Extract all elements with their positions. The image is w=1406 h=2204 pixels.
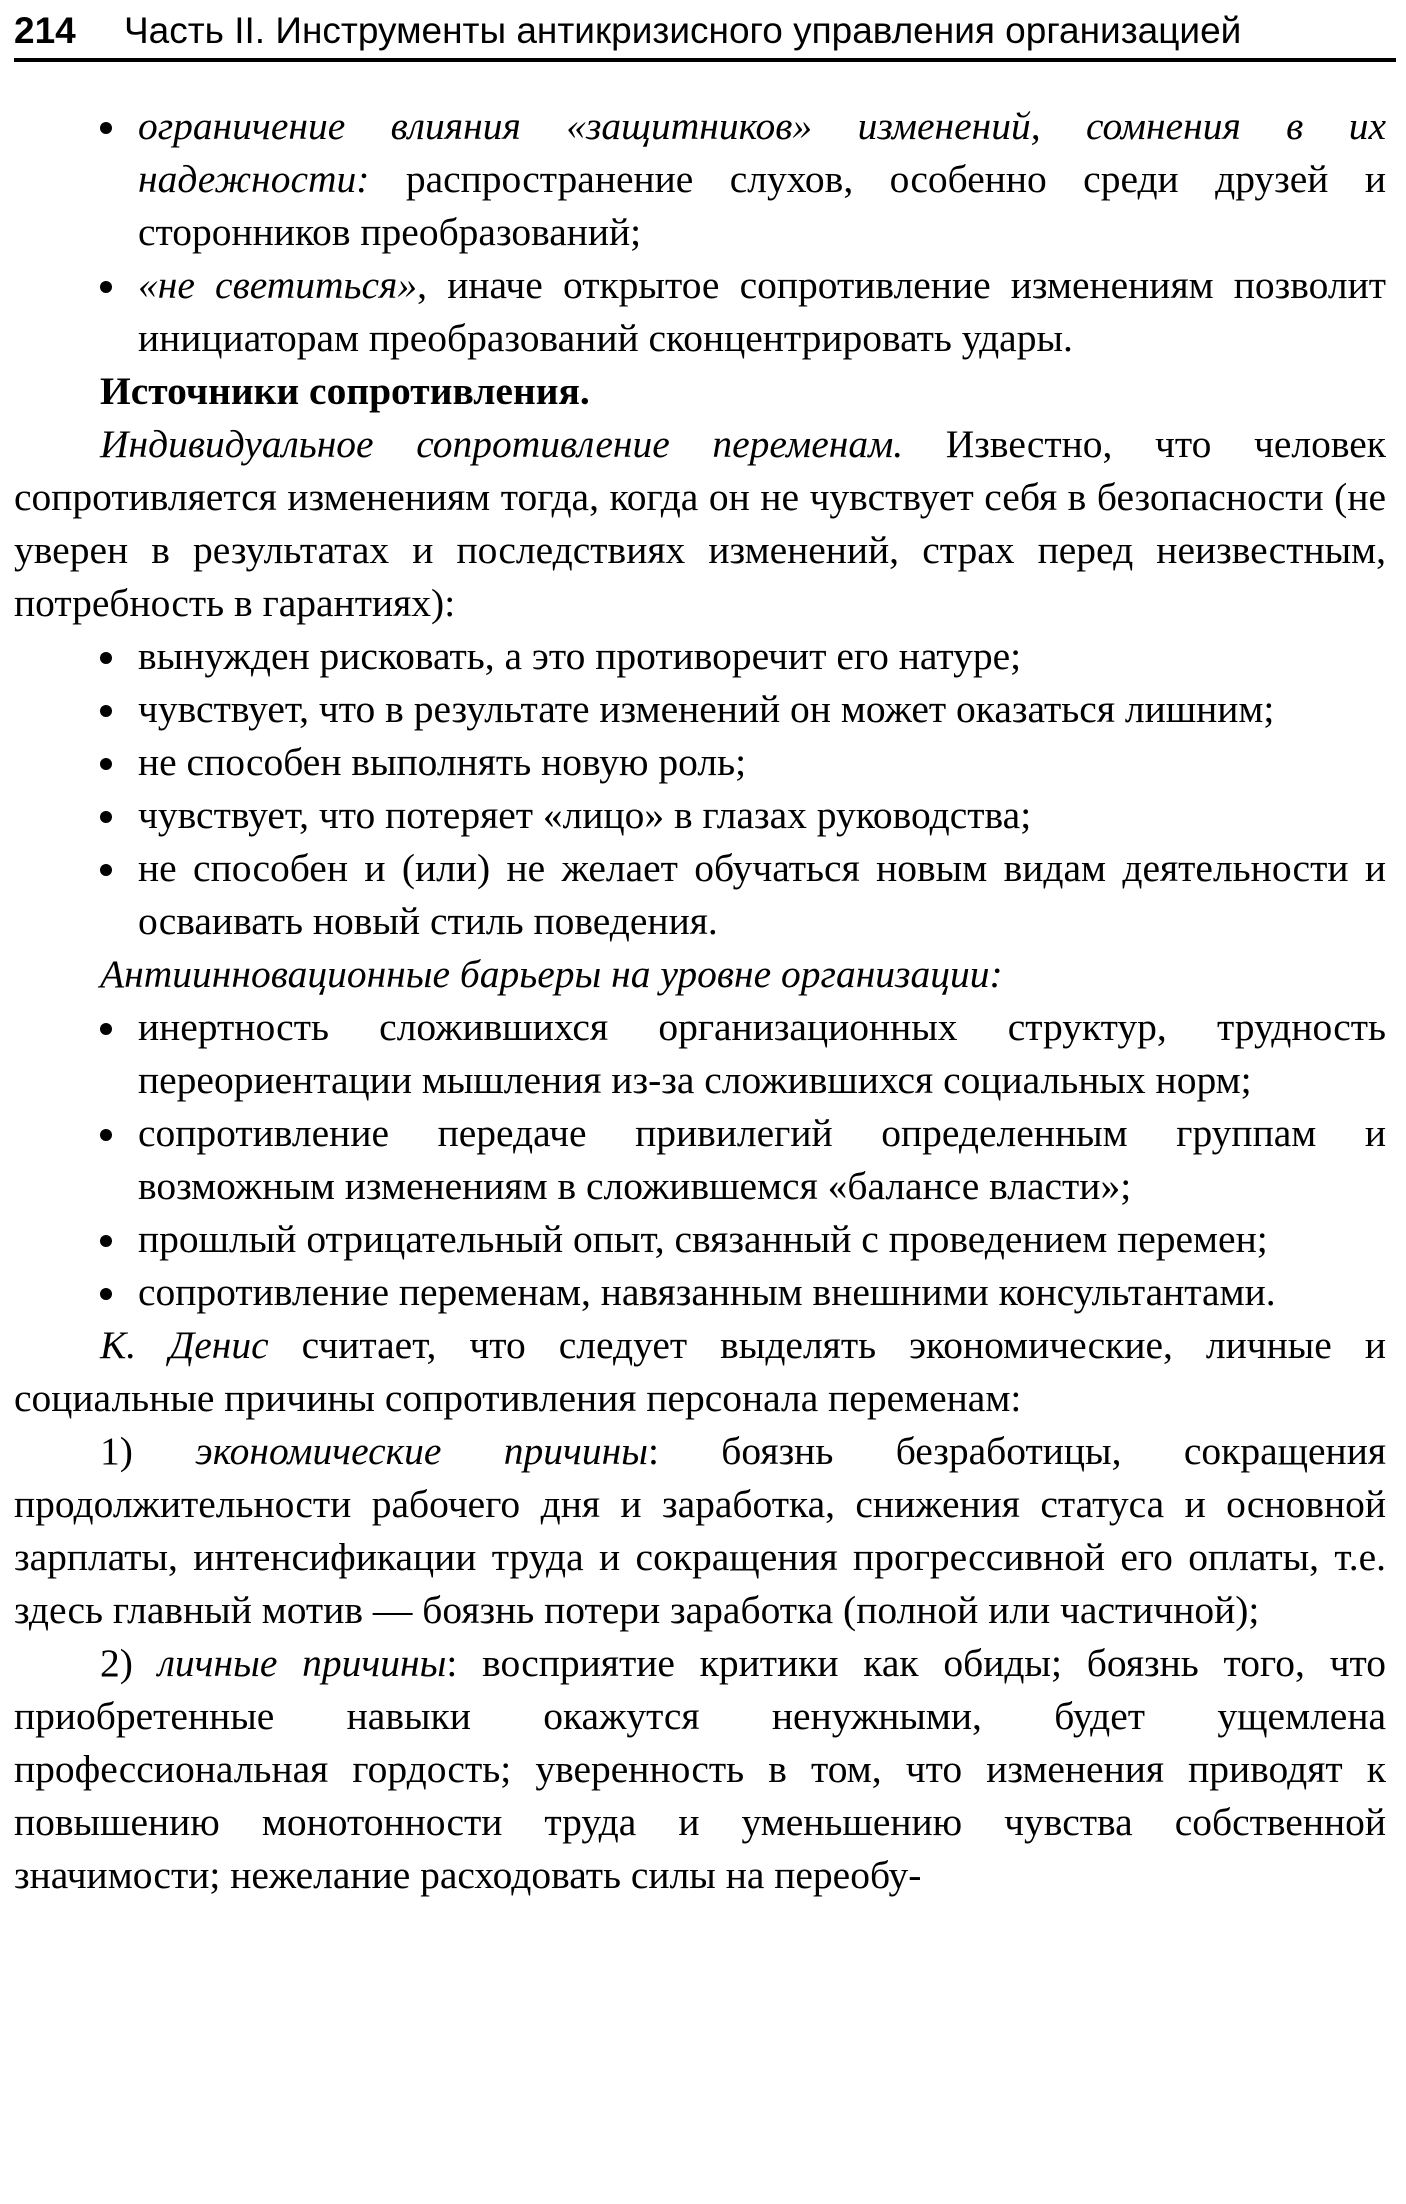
author-name: К. Денис — [100, 1323, 269, 1367]
reason-paragraph — [14, 1425, 1386, 1637]
list-item: чувствует, что потеряет «лицо» в глазах руководства; — [14, 789, 1386, 842]
reason-term: личные причины — [157, 1641, 447, 1685]
section-heading: Источники сопротивления. — [100, 369, 590, 413]
list-item: инертность сложившихся организационных структур, трудность переориентации мышления из-за сложившихся социальных норм; — [14, 1001, 1386, 1107]
individual-bullet-list — [14, 630, 1386, 948]
bullet-term: «не светиться» — [138, 263, 418, 307]
paragraph-text: считает, что следует выделять экономические, личные и социальные причины сопротивления персонала переменам: — [14, 1323, 1386, 1420]
list-item: не способен выполнять новую роль; — [14, 736, 1386, 789]
reason-number: 1) — [100, 1429, 196, 1473]
running-title: Часть II. Инструменты антикризисного управления организацией — [124, 10, 1242, 51]
bullet-text: , иначе открытое сопротивление изменениям позволит инициаторам преобразований сконцентрировать удары. — [138, 263, 1386, 360]
paragraph-term: Индивидуальное сопротивление переменам. — [100, 422, 904, 466]
org-barriers-heading: Антиинновационные барьеры на уровне организации: — [100, 952, 1003, 996]
top-bullet-list — [14, 100, 1386, 365]
running-header — [14, 4, 1396, 62]
list-item: сопротивление передаче привилегий определенным группам и возможным изменениям в сложившемся «балансе власти»; — [14, 1107, 1386, 1213]
page-body — [14, 100, 1386, 1902]
reason-text: : боязнь безработицы, сокращения продолжительности рабочего дня и заработка, снижения статуса и основной зарплаты, интенсификации труда и сокращения прогрессивной его оплаты, т.е. здесь главный мотив — боязнь потери заработка (полной или частичной); — [14, 1429, 1386, 1632]
org-bullet-list — [14, 1001, 1386, 1319]
denis-paragraph — [14, 1319, 1386, 1425]
bullet-text: распространение слухов, особенно среди друзей и сторонников преобразований; — [138, 157, 1386, 254]
list-item: не способен и (или) не желает обучаться новым видам деятельности и осваивать новый стиль поведения. — [14, 842, 1386, 948]
reason-term: экономические причины — [195, 1429, 648, 1473]
reason-paragraph — [14, 1637, 1386, 1902]
list-item — [14, 100, 1386, 259]
reason-number: 2) — [100, 1641, 158, 1685]
list-item: прошлый отрицательный опыт, связанный с проведением перемен; — [14, 1213, 1386, 1266]
page-number: 214 — [14, 10, 76, 51]
list-item: чувствует, что в результате изменений он может оказаться лишним; — [14, 683, 1386, 736]
reason-text: : восприятие критики как обиды; боязнь того, что приобретенные навыки окажутся ненужными, будет ущемлена профессиональная гордость; уверенность в том, что изменения приводят к повышению монотонности труда и уменьшению чувства собственной значимости; нежелание расходовать силы на переобу- — [14, 1641, 1386, 1897]
list-item: сопротивление переменам, навязанным внешними консультантами. — [14, 1266, 1386, 1319]
bullet-term: ограничение влияния «защитников» изменений, сомнения в их надежности: — [138, 104, 1386, 201]
list-item — [14, 259, 1386, 365]
list-item: вынужден рисковать, а это противоречит его натуре; — [14, 630, 1386, 683]
individual-resistance-paragraph — [14, 418, 1386, 630]
paragraph-text: Известно, что человек сопротивляется изменениям тогда, когда он не чувствует себя в безопасности (не уверен в результатах и последствиях изменений, страх перед неизвестным, потребность в гарантиях): — [14, 422, 1387, 625]
